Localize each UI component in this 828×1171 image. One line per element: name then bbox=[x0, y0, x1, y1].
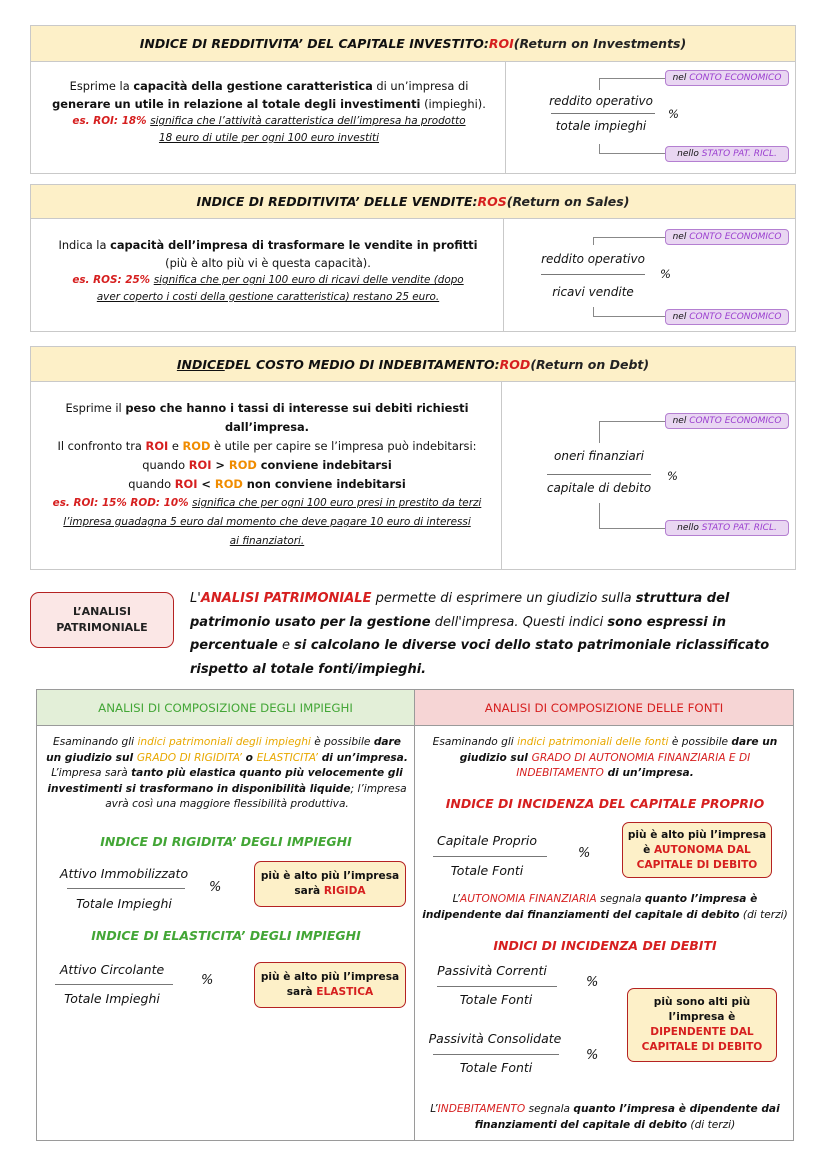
ros-header: INDICE DI REDDITIVITA’ DELLE VENDITE: ROS (Return on Sales) bbox=[31, 185, 795, 219]
passivita-correnti-numerator: Passività Correnti bbox=[437, 963, 547, 978]
roi-header: INDICE DI REDDITIVITA’ DEL CAPITALE INVESTITO: ROI (Return on Investments) bbox=[31, 26, 795, 62]
rigidita-title: INDICE DI RIGIDITA’ DEGLI IMPIEGHI bbox=[100, 834, 352, 849]
passivita-correnti-denominator: Totale Fonti bbox=[459, 992, 533, 1007]
roi-section bbox=[30, 25, 796, 174]
ros-numerator: reddito operativo bbox=[541, 252, 645, 266]
rod-numerator: oneri finanziari bbox=[554, 449, 644, 463]
passivita-correnti-percent: % bbox=[586, 975, 599, 990]
analisi-patrimoniale-intro: L'ANALISI PATRIMONIALE permette di esprimere un giudizio sulla struttura del patrimonio usato per la gestione dell'impresa. Questi indici sono espressi in percentuale e si calcolano le diverse voci dello stato patrimoniale riclassificato rispetto al totale fonti/impieghi. bbox=[190, 591, 770, 677]
debiti-note: più sono alti più l’impresa è DIPENDENTE DAL CAPITALE DI DEBITO bbox=[627, 988, 777, 1062]
impieghi-header: ANALISI DI COMPOSIZIONE DEGLI IMPIEGHI bbox=[37, 690, 415, 726]
roi-percent: % bbox=[668, 107, 679, 121]
composizione-table bbox=[36, 689, 794, 1141]
ros-section bbox=[30, 184, 796, 332]
rod-denominator: capitale di debito bbox=[546, 481, 652, 495]
capitale-proprio-note: più è alto più l’impresa è AUTONOMA DAL CAPITALE DI DEBITO bbox=[622, 822, 772, 878]
roi-denominator: totale impieghi bbox=[555, 119, 647, 133]
passivita-consolidate-percent: % bbox=[586, 1048, 599, 1063]
roi-numerator: reddito operativo bbox=[549, 94, 653, 108]
rigidita-note: più è alto più l’impresa sarà RIGIDA bbox=[254, 861, 406, 907]
capitale-proprio-numerator: Capitale Proprio bbox=[436, 833, 537, 848]
rod-description: Esprime il peso che hanno i tassi di interesse sui debiti richiesti dall’impresa. Il confronto tra ROI e ROD è utile per capire se l’impresa può indebitarsi: quando ROI > ROD conviene indebitarsi quando ROI < ROD non conviene indebitarsi es. ROI: 15% ROD: 10% significa che per ogni 100 euro presi in prestito da terzi l’impresa guadagna 5 euro dal momento che deve pagare 10 euro di interessi ai finanziatori. bbox=[52, 401, 482, 547]
roi-tag-stato-patrimoniale: nello STATO PAT. RICL. bbox=[665, 146, 789, 162]
capitale-proprio-percent: % bbox=[578, 846, 591, 861]
autonomia-finanziaria-note: L’AUTONOMIA FINANZIARIA segnala quanto l’impresa è indipendente dai finanziamenti del capitale di debito (di terzi) bbox=[422, 893, 788, 921]
rigidita-numerator: Attivo Immobilizzato bbox=[59, 866, 189, 881]
elasticita-title: INDICE DI ELASTICITA’ DEGLI IMPIEGHI bbox=[91, 928, 361, 943]
impieghi-description: Esaminando gli indici patrimoniali degli impieghi è possibile dare un giudizio sul GRADO DI RIGIDITA’ o ELASTICITA’ di un’impresa. L’impresa sarà tanto più elastica quanto più velocemente gli investimenti si trasformano in disponibilità liquide; l’impresa avrà così una maggiore flessibilità produttiva. bbox=[46, 736, 408, 810]
capitale-proprio-title: INDICE DI INCIDENZA DEL CAPITALE PROPRIO bbox=[445, 796, 765, 811]
elasticita-numerator: Attivo Circolante bbox=[59, 962, 165, 977]
ros-description: Indica la capacità dell’impresa di trasformare le vendite in profitti (più è alto più vi è questa capacità). es. ROS: 25% significa che per ogni 100 euro di ricavi delle vendite (dopo aver coperto i costi della gestione caratteristica) restano 25 euro. bbox=[58, 238, 478, 303]
elasticita-percent: % bbox=[201, 973, 214, 988]
fonti-description: Esaminando gli indici patrimoniali delle fonti è possibile dare un giudizio sul GRADO DI AUTONOMIA FINANZIARIA E DI INDEBITAMENTO di un’impresa. bbox=[432, 736, 778, 779]
elasticita-note: più è alto più l’impresa sarà ELASTICA bbox=[254, 962, 406, 1008]
incidenza-debiti-title: INDICI DI INCIDENZA DEI DEBITI bbox=[493, 938, 717, 953]
rod-section bbox=[30, 346, 796, 570]
analisi-patrimoniale-badge: L’ANALISI PATRIMONIALE bbox=[30, 592, 174, 648]
rod-tag-stato-patrimoniale: nello STATO PAT. RICL. bbox=[665, 520, 789, 536]
rod-header: INDICE DEL COSTO MEDIO DI INDEBITAMENTO: ROD (Return on Debt) bbox=[31, 347, 795, 382]
roi-description: Esprime la capacità della gestione caratteristica di un’impresa di generare un utile in relazione al totale degli investimenti (impieghi). es. ROI: 18% significa che l’attività caratteristica dell’impresa ha prodotto 18 euro di utile per ogni 100 euro investiti bbox=[52, 79, 486, 144]
ros-denominator: ricavi vendite bbox=[552, 285, 634, 299]
rod-percent: % bbox=[667, 469, 678, 483]
passivita-consolidate-numerator: Passività Consolidate bbox=[428, 1031, 562, 1046]
fonti-header: ANALISI DI COMPOSIZIONE DELLE FONTI bbox=[415, 690, 793, 726]
elasticita-denominator: Totale Impieghi bbox=[64, 991, 160, 1006]
capitale-proprio-denominator: Totale Fonti bbox=[450, 863, 524, 878]
ros-tag-conto-economico-top: nel CONTO ECONOMICO bbox=[665, 229, 789, 245]
rigidita-percent: % bbox=[209, 880, 222, 895]
indebitamento-note: L’INDEBITAMENTO segnala quanto l’impresa è dipendente dai finanziamenti del capitale di debito (di terzi) bbox=[430, 1103, 780, 1131]
rigidita-denominator: Totale Impieghi bbox=[76, 896, 172, 911]
rod-tag-conto-economico: nel CONTO ECONOMICO bbox=[665, 413, 789, 429]
roi-tag-conto-economico: nel CONTO ECONOMICO bbox=[665, 70, 789, 86]
passivita-consolidate-denominator: Totale Fonti bbox=[459, 1060, 533, 1075]
ros-tag-conto-economico-bottom: nel CONTO ECONOMICO bbox=[665, 309, 789, 325]
ros-percent: % bbox=[660, 267, 671, 281]
